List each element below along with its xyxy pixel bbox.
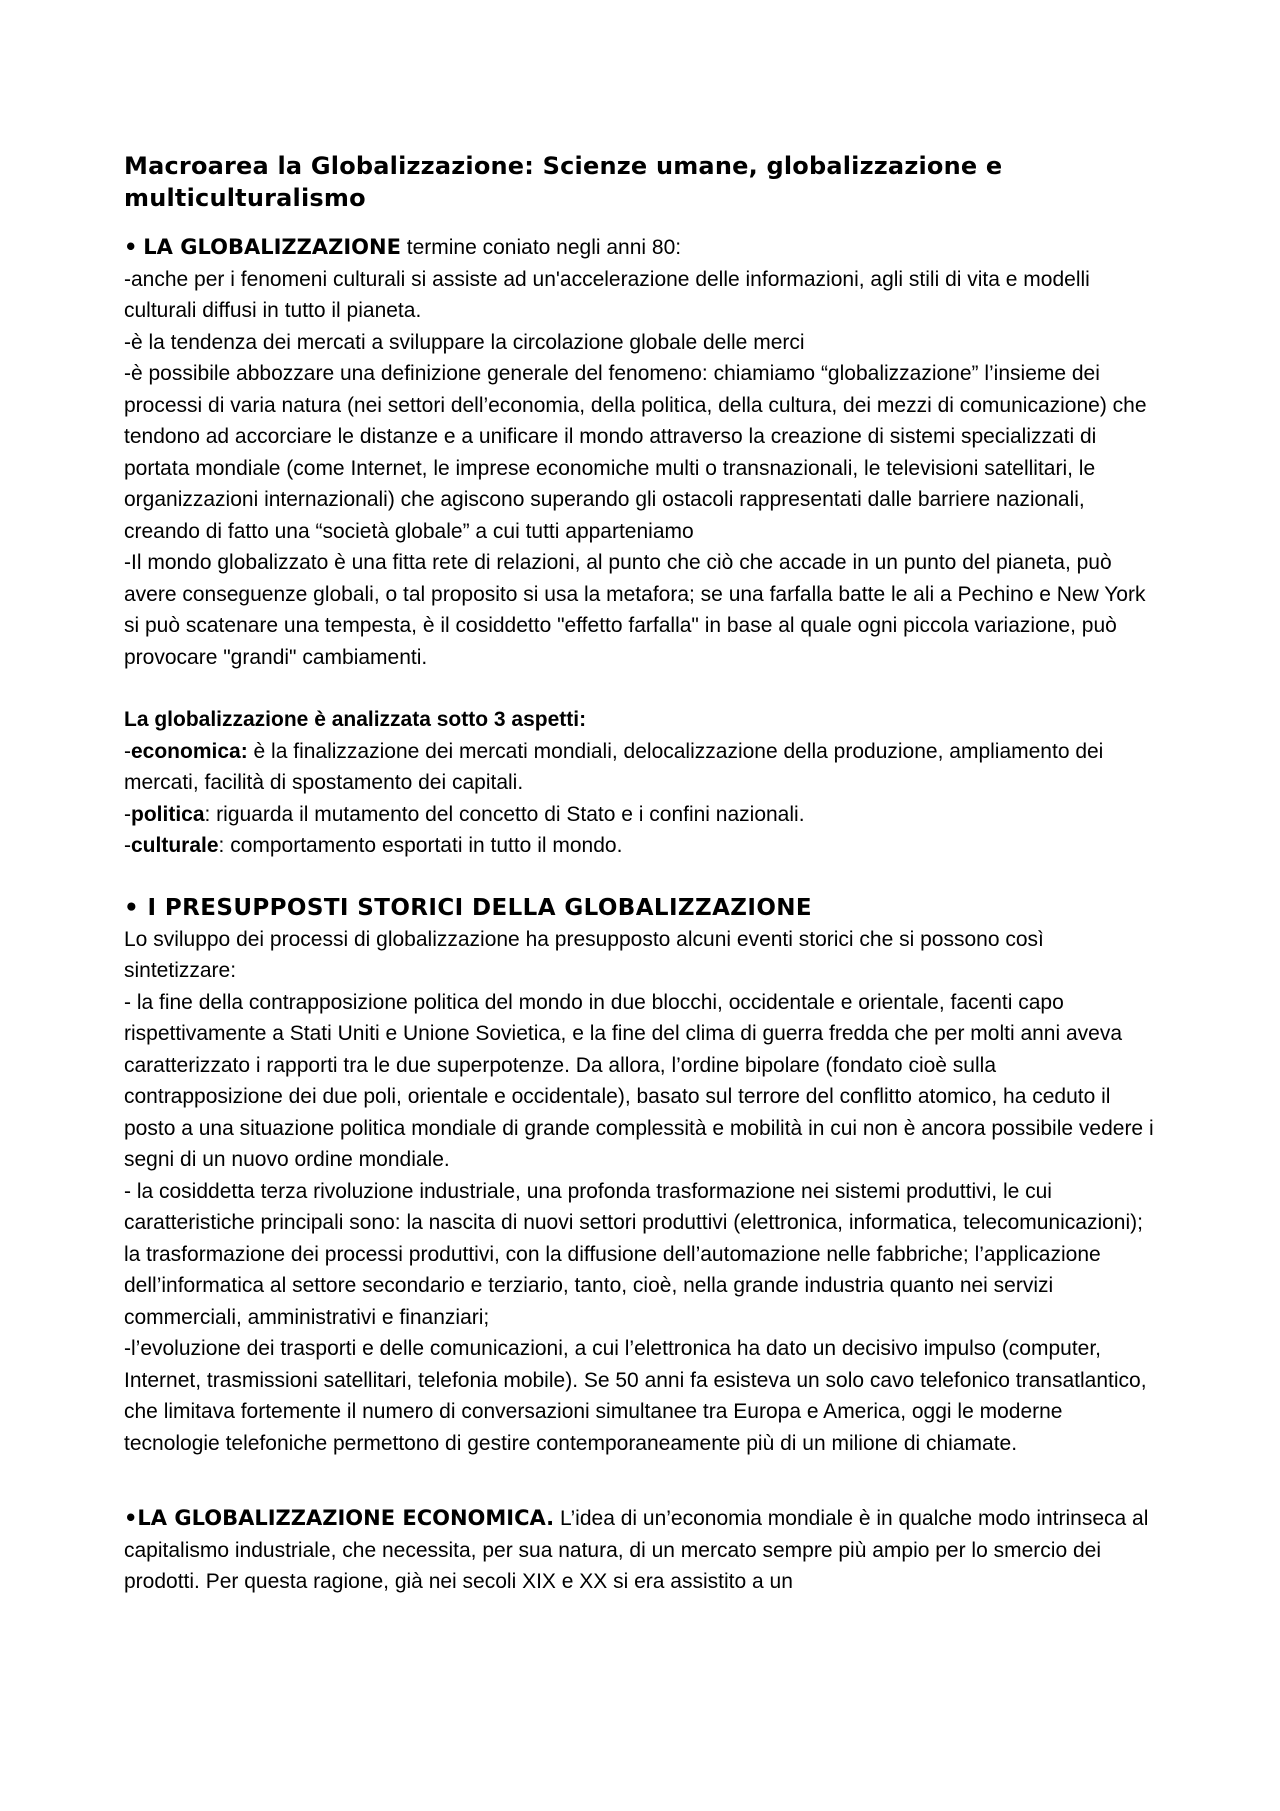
paragraph: Lo sviluppo dei processi di globalizzazione ha presupposto alcuni eventi storici che si possono così sintetizzare: bbox=[124, 927, 1044, 982]
aspects-heading-text: La globalizzazione è analizzata sotto 3 aspetti: bbox=[124, 708, 587, 731]
paragraph: - la fine della contrapposizione politica del mondo in due blocchi, occidentale e orientale, facenti capo rispettivamente a Stati Uniti e Unione Sovietica, e la fine del clima di guerra fredda che per molti anni aveva caratterizzato i rapporti tra le due superpotenze. Da allora, l’ordine bipolare (fondato cioè sulla contrapposizione dei due poli, orientale e occidentale), basato sul terrore del conflitto atomico, ha ceduto il posto a una situazione politica mondiale di grande complessità e mobilità in cui non è ancora possibile vedere i segni di un nuovo ordine mondiale. bbox=[124, 990, 1154, 1171]
paragraph: -anche per i fenomeni culturali si assiste ad un'accelerazione delle informazioni, agli stili di vita e modelli culturali diffusi in tutto il pianeta. bbox=[124, 267, 1090, 322]
paragraph: -l’evoluzione dei trasporti e delle comunicazioni, a cui l’elettronica ha dato un decisivo impulso (computer, Internet, trasmissioni satellitari, telefonia mobile). Se 50 anni fa esisteva un solo cavo telefonico transatlantico, che limitava fortemente il numero di conversazioni simultanee tra Europa e America, oggi le moderne tecnologie telefoniche permettono di gestire contemporaneamente più di un milione di chiamate. bbox=[124, 1337, 1147, 1455]
aspect-item bbox=[124, 799, 1160, 831]
aspect-label: economica: bbox=[131, 739, 248, 763]
section-heading: LA GLOBALIZZAZIONE bbox=[143, 235, 401, 259]
dash: - bbox=[124, 834, 131, 857]
spacer bbox=[124, 1459, 1160, 1503]
spacer bbox=[124, 673, 1160, 704]
aspect-label: culturale bbox=[131, 834, 219, 857]
aspect-item bbox=[124, 736, 1160, 799]
aspect-text: : riguarda il mutamento del concetto di Stato e i confini nazionali. bbox=[204, 802, 805, 826]
aspect-text: : comportamento esportati in tutto il mondo. bbox=[218, 834, 623, 857]
paragraph: -è possibile abbozzare una definizione generale del fenomeno: chiamiamo “globalizzazione” l’insieme dei processi di varia natura (nei settori dell’economia, della politica, della cultura, dei mezzi di comunicazione) che tendono ad accorciare le distanze e a unificare il mondo attraverso la creazione di sistemi specializzati di portata mondiale (come Internet, le imprese economiche multi o transnazionali, le televisioni satellitari, le organizzazioni internazionali) che agiscono superando gli ostacoli rappresentati dalle barriere nazionali, creando di fatto una “società globale” a cui tutti apparteniamo bbox=[124, 362, 1147, 543]
intro-text: termine coniato negli anni 80: bbox=[406, 236, 682, 259]
aspect-label: politica bbox=[131, 802, 205, 826]
aspect-text: è la finalizzazione dei mercati mondiali, delocalizzazione della produzione, ampliamento dei mercati, facilità di spostamento dei capitali. bbox=[124, 739, 1104, 794]
bullet: • bbox=[124, 235, 138, 259]
document-title: Macroarea la Globalizzazione: Scienze umane, globalizzazione e multiculturalismo bbox=[124, 152, 1003, 212]
dash: - bbox=[124, 739, 131, 763]
aspects-heading bbox=[124, 704, 1160, 736]
section-globalizzazione-intro bbox=[124, 232, 1160, 264]
spacer bbox=[124, 862, 1160, 893]
dash: - bbox=[124, 802, 131, 826]
section-globalizzazione-economica bbox=[124, 1503, 1160, 1598]
paragraph: -è la tendenza dei mercati a sviluppare la circolazione globale delle merci bbox=[124, 330, 805, 354]
aspect-item bbox=[124, 830, 1160, 862]
paragraph: -Il mondo globalizzato è una fitta rete di relazioni, al punto che ciò che accade in un punto del pianeta, può avere conseguenze globali, o tal proposito si usa la metafora; se una farfalla batte le ali a Pechino e New York si può scatenare una tempesta, è il cosiddetto "effetto farfalla" in base al quale ogni piccola variazione, può provocare "grandi" cambiamenti. bbox=[124, 551, 1146, 669]
paragraph: - la cosiddetta terza rivoluzione industriale, una profonda trasformazione nei sistemi produttivi, le cui caratteristiche principali sono: la nascita di nuovi settori produttivi (elettronica, informatica, telecomunicazioni); la trasformazione dei processi produttivi, con la diffusione dell’automazione nelle fabbriche; l’applicazione dell’informatica al settore secondario e terziario, tanto, cioè, nella grande industria quanto nei servizi commerciali, amministrativi e finanziari; bbox=[124, 1179, 1143, 1329]
section-heading-presupposti: • I PRESUPPOSTI STORICI DELLA GLOBALIZZAZIONE bbox=[124, 894, 813, 921]
section-text: L’idea di un’economia mondiale è in qualche modo intrinseca al capitalismo industriale, che necessita, per sua natura, di un mercato sempre più ampio per lo smercio dei prodotti. Per questa ragione, già nei secoli XIX e XX si era assistito a un bbox=[124, 1507, 1149, 1593]
section-heading: •LA GLOBALIZZAZIONE ECONOMICA. bbox=[124, 1506, 555, 1530]
